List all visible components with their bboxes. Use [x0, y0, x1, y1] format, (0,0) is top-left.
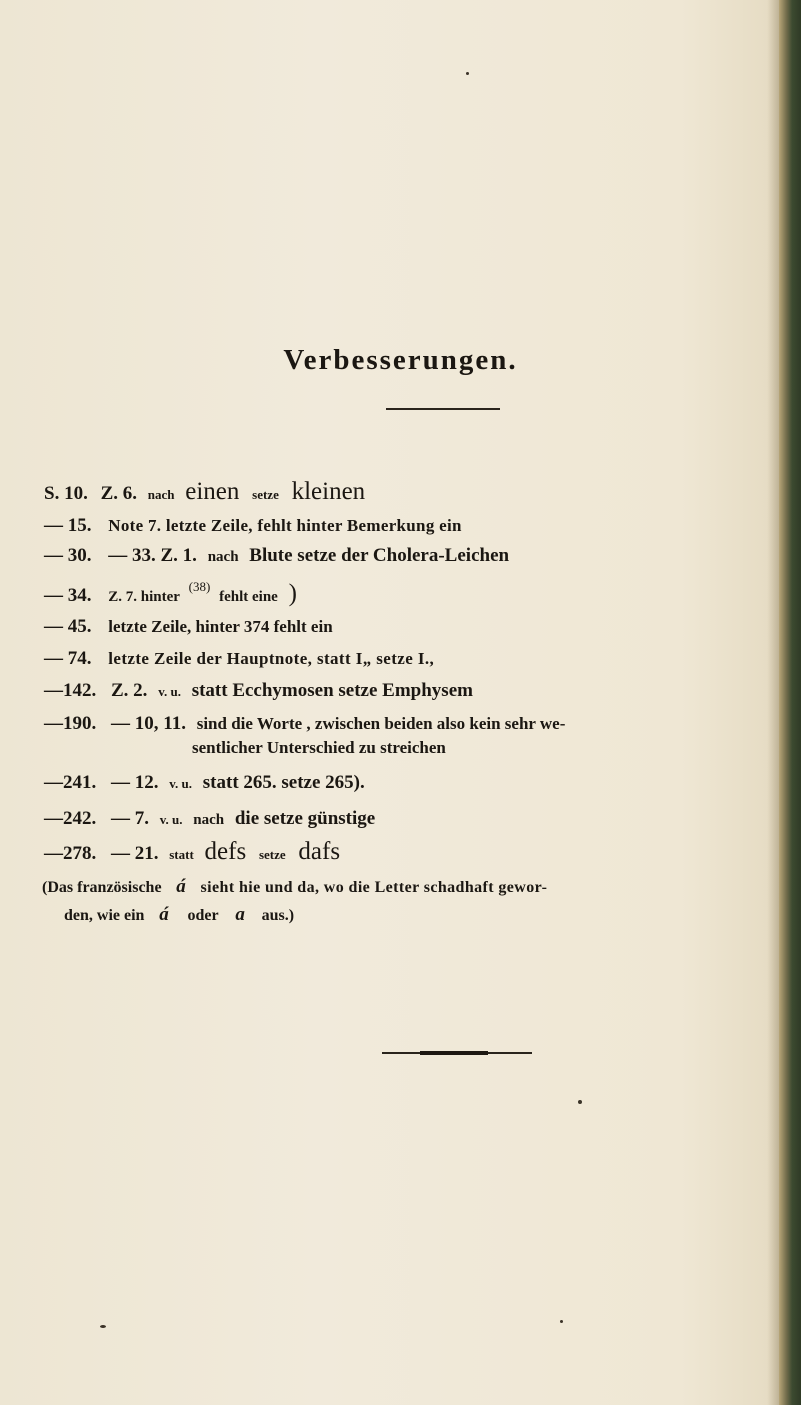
- correct-word: kleinen: [291, 478, 366, 505]
- correction-text: Note 7. letzte Zeile, fehlt hinter Bemerkung ein: [108, 516, 462, 535]
- correction-text: sind die Worte , zwischen beiden also kein sehr we-: [196, 714, 566, 733]
- errata-note-line-1: [42, 876, 547, 898]
- page-title: Verbesserungen.: [283, 344, 518, 376]
- page-ref: — 45.: [44, 616, 92, 637]
- wrong-word: defs: [204, 838, 247, 865]
- direction-abbrev: v. u.: [169, 776, 193, 791]
- errata-line-8: [44, 713, 565, 735]
- note-text: aus.): [261, 907, 295, 924]
- errata-line-8-continued: [192, 737, 446, 759]
- errata-line-5: [44, 616, 333, 638]
- instruction-word: nach: [147, 487, 175, 502]
- paper-speck: [466, 72, 469, 75]
- instruction-word: nach: [207, 549, 239, 565]
- page-ref: —241.: [44, 772, 97, 793]
- line-ref: Z. 7. hinter: [108, 589, 180, 605]
- page-ref: —142.: [44, 680, 97, 701]
- page-ref: —278.: [44, 843, 97, 864]
- page-edge-shadow: [767, 0, 779, 1405]
- line-ref: — 7.: [111, 808, 149, 829]
- title-divider: [386, 408, 500, 410]
- correction-text: statt Ecchymosen setze Emphysem: [191, 680, 473, 701]
- correction-text: Blute setze der Cholera-Leichen: [249, 545, 510, 566]
- errata-line-6: [44, 648, 434, 670]
- errata-line-10: [44, 808, 375, 830]
- correct-word: dafs: [298, 838, 341, 865]
- correction-text: sentlicher Unterschied zu streichen: [192, 738, 446, 757]
- divider-thick-segment: [420, 1051, 488, 1055]
- instruction-word: setze: [258, 847, 286, 862]
- errata-line-9: [44, 772, 365, 794]
- line-ref: — 21.: [111, 843, 159, 864]
- note-text: sieht hie und da, wo die Letter schadhaft gewor-: [200, 879, 548, 896]
- errata-line-7: [44, 680, 473, 702]
- note-text: oder: [187, 907, 219, 924]
- errata-line-11: [44, 838, 340, 866]
- line-ref: — 10, 11.: [111, 713, 186, 734]
- errata-line-2: [44, 515, 462, 537]
- line-ref: Z. 6.: [100, 483, 138, 504]
- paren-glyph: ): [288, 580, 297, 607]
- note-text: (Das französische: [42, 879, 162, 896]
- direction-abbrev: v. u.: [158, 684, 181, 699]
- line-ref: Z. 2.: [111, 680, 148, 701]
- correction-text: die setze günstige: [234, 808, 376, 829]
- plain-letter: a: [235, 904, 245, 925]
- accented-letter: á: [176, 876, 186, 897]
- errata-line-3: [44, 545, 509, 567]
- page-ref: — 30.: [44, 545, 92, 566]
- direction-abbrev: v. u.: [159, 812, 183, 827]
- line-ref: — 33. Z. 1.: [108, 545, 197, 566]
- page-ref: —242.: [44, 808, 97, 829]
- paper-speck: [100, 1325, 106, 1328]
- page-ref: S. 10.: [44, 483, 88, 504]
- paper-speck: [578, 1100, 582, 1104]
- page-binding-edge: [779, 0, 801, 1405]
- errata-line-4: [44, 580, 297, 608]
- paper-speck: [560, 1320, 563, 1323]
- errata-line-1: [44, 478, 365, 506]
- page-ref: — 74.: [44, 648, 92, 669]
- page-ref: — 15.: [44, 515, 92, 536]
- line-ref: — 12.: [111, 772, 159, 793]
- correction-text: letzte Zeile, hinter 374 fehlt ein: [108, 617, 333, 636]
- note-text: den, wie ein: [64, 907, 145, 924]
- bottom-divider: [382, 1052, 532, 1054]
- page-ref: — 34.: [44, 585, 92, 606]
- correction-text: statt 265. setze 265).: [202, 772, 365, 793]
- errata-note-line-2: [64, 904, 294, 926]
- correction-text: letzte Zeile der Hauptnote, statt I„ setze I.,: [108, 649, 435, 668]
- correction-text: fehlt eine: [219, 589, 278, 605]
- instruction-word: nach: [193, 812, 225, 828]
- instruction-word: setze: [252, 487, 279, 502]
- accented-letter: á: [159, 904, 169, 925]
- instruction-word: statt: [169, 847, 194, 862]
- footnote-marker: (38): [188, 579, 211, 594]
- wrong-word: einen: [185, 478, 240, 505]
- page-ref: —190.: [44, 713, 97, 734]
